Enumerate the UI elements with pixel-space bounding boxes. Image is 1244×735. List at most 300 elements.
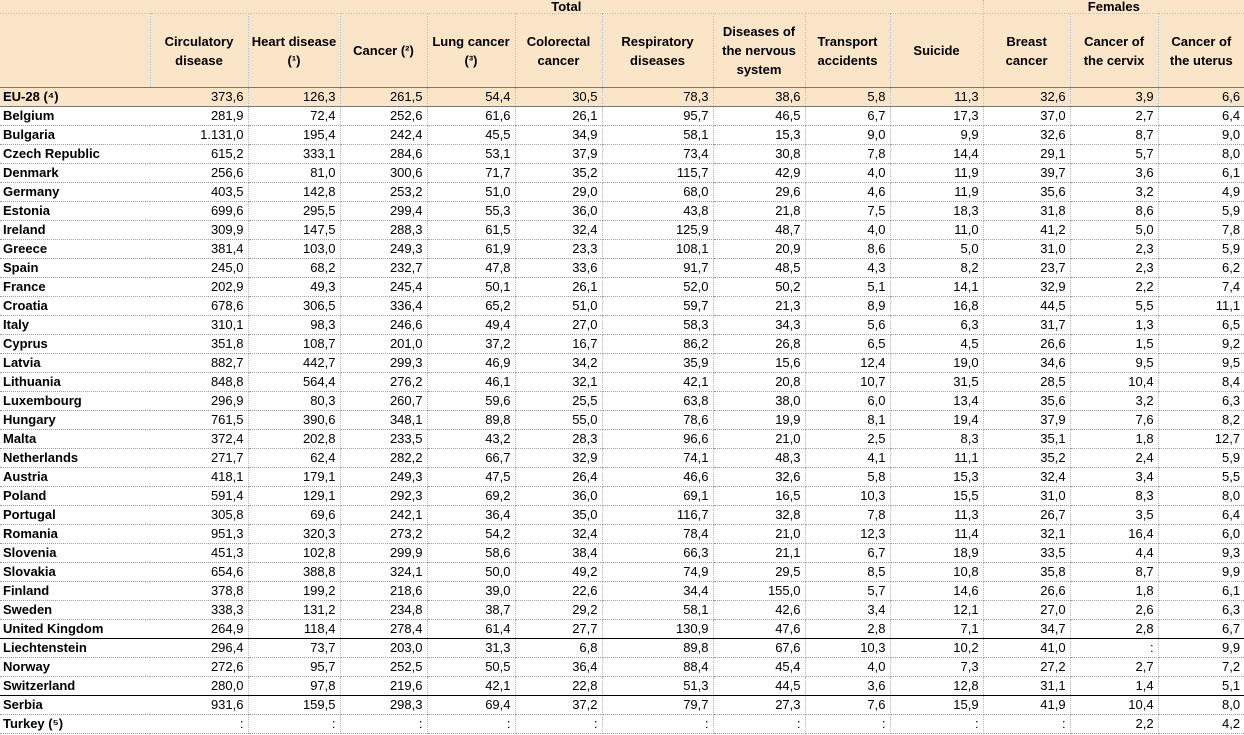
table-cell: 81,0 — [248, 164, 340, 183]
table-cell: 97,8 — [248, 677, 340, 696]
table-cell: 54,2 — [427, 525, 515, 544]
table-row — [0, 487, 1244, 506]
table-cell: 103,0 — [248, 240, 340, 259]
table-cell: 78,6 — [602, 411, 713, 430]
table-cell: 4,3 — [805, 259, 890, 278]
column-header-colorectal-cancer: Colorectal cancer — [515, 14, 602, 88]
table-cell: 9,5 — [1070, 354, 1158, 373]
table-cell: 69,4 — [427, 696, 515, 715]
table-row — [0, 582, 1244, 601]
table-cell: 74,9 — [602, 563, 713, 582]
table-cell: 273,2 — [340, 525, 427, 544]
table-cell: 324,1 — [340, 563, 427, 582]
table-row — [0, 373, 1244, 392]
table-cell: 59,7 — [602, 297, 713, 316]
table-cell: 34,4 — [602, 582, 713, 601]
table-cell: 45,5 — [427, 126, 515, 145]
table-cell: 95,7 — [248, 658, 340, 677]
table-cell: 27,2 — [983, 658, 1070, 677]
table-cell: 8,3 — [890, 430, 983, 449]
table-cell: 28,5 — [983, 373, 1070, 392]
table-cell: 86,2 — [602, 335, 713, 354]
table-cell: 26,4 — [515, 468, 602, 487]
table-cell: 32,4 — [515, 221, 602, 240]
table-cell: : — [713, 715, 805, 734]
table-cell: 2,3 — [1070, 259, 1158, 278]
country-name: Poland — [0, 487, 150, 506]
table-cell: 245,4 — [340, 278, 427, 297]
header-corner-top — [0, 0, 150, 14]
table-cell: 32,1 — [983, 525, 1070, 544]
table-cell: 98,3 — [248, 316, 340, 335]
table-cell: 31,1 — [983, 677, 1070, 696]
table-cell: 388,8 — [248, 563, 340, 582]
table-row — [0, 506, 1244, 525]
table-row — [0, 145, 1244, 164]
country-name: Slovakia — [0, 563, 150, 582]
table-row — [0, 620, 1244, 639]
table-cell: 7,8 — [805, 145, 890, 164]
table-cell: 6,5 — [805, 335, 890, 354]
table-cell: 69,6 — [248, 506, 340, 525]
column-header-uterus-cancer: Cancer of the uterus — [1158, 14, 1244, 88]
table-cell: 12,3 — [805, 525, 890, 544]
table-cell: 4,6 — [805, 183, 890, 202]
table-cell: 29,1 — [983, 145, 1070, 164]
table-cell: 126,3 — [248, 88, 340, 107]
table-cell: 202,8 — [248, 430, 340, 449]
table-cell: 249,3 — [340, 240, 427, 259]
table-cell: 38,7 — [427, 601, 515, 620]
table-cell: 27,0 — [983, 601, 1070, 620]
table-cell: 378,8 — [150, 582, 248, 601]
table-cell: 42,1 — [427, 677, 515, 696]
table-cell: 36,0 — [515, 487, 602, 506]
table-cell: 55,0 — [515, 411, 602, 430]
table-cell: 260,7 — [340, 392, 427, 411]
table-cell: 15,9 — [890, 696, 983, 715]
table-cell: 11,9 — [890, 183, 983, 202]
table-cell: 218,6 — [340, 582, 427, 601]
table-cell: 8,4 — [1158, 373, 1244, 392]
table-cell: 281,9 — [150, 107, 248, 126]
table-cell: 37,2 — [515, 696, 602, 715]
table-cell: 26,7 — [983, 506, 1070, 525]
table-cell: 74,1 — [602, 449, 713, 468]
table-cell: 3,5 — [1070, 506, 1158, 525]
country-name: Slovenia — [0, 544, 150, 563]
table-cell: 195,4 — [248, 126, 340, 145]
table-cell: 7,6 — [805, 696, 890, 715]
table-cell: 280,0 — [150, 677, 248, 696]
table-cell: 15,5 — [890, 487, 983, 506]
table-row — [0, 164, 1244, 183]
table-cell: 4,0 — [805, 658, 890, 677]
table-cell: 10,7 — [805, 373, 890, 392]
table-cell: 305,8 — [150, 506, 248, 525]
table-cell: 8,7 — [1070, 563, 1158, 582]
table-cell: 219,6 — [340, 677, 427, 696]
table-cell: 50,0 — [427, 563, 515, 582]
table-cell: 54,4 — [427, 88, 515, 107]
country-name: Latvia — [0, 354, 150, 373]
table-cell: 47,6 — [713, 620, 805, 639]
table-cell: 3,4 — [805, 601, 890, 620]
table-cell: 6,3 — [1158, 601, 1244, 620]
table-cell: 37,9 — [515, 145, 602, 164]
table-cell: 5,5 — [1158, 468, 1244, 487]
table-cell: 5,0 — [1070, 221, 1158, 240]
table-cell: 10,2 — [890, 639, 983, 658]
table-cell: 48,3 — [713, 449, 805, 468]
table-cell: 49,4 — [427, 316, 515, 335]
table-cell: 16,5 — [713, 487, 805, 506]
table-cell: 130,9 — [602, 620, 713, 639]
table-cell: 31,5 — [890, 373, 983, 392]
table-cell: 11,9 — [890, 164, 983, 183]
country-name: France — [0, 278, 150, 297]
column-header-heart-disease: Heart disease (¹) — [248, 14, 340, 88]
table-cell: 116,7 — [602, 506, 713, 525]
table-cell: 88,4 — [602, 658, 713, 677]
table-cell: 5,9 — [1158, 449, 1244, 468]
table-cell: 951,3 — [150, 525, 248, 544]
table-row — [0, 335, 1244, 354]
country-name: Bulgaria — [0, 126, 150, 145]
table-cell: 3,2 — [1070, 392, 1158, 411]
table-cell: 16,4 — [1070, 525, 1158, 544]
table-cell: 32,1 — [515, 373, 602, 392]
table-cell: 48,7 — [713, 221, 805, 240]
table-cell: 10,8 — [890, 563, 983, 582]
table-cell: 52,0 — [602, 278, 713, 297]
table-cell: 10,4 — [1070, 696, 1158, 715]
table-cell: 14,1 — [890, 278, 983, 297]
table-cell: 8,3 — [1070, 487, 1158, 506]
table-cell: 63,8 — [602, 392, 713, 411]
table-cell: 42,1 — [602, 373, 713, 392]
table-cell: 29,5 — [713, 563, 805, 582]
table-cell: 232,7 — [340, 259, 427, 278]
table-cell: 35,9 — [602, 354, 713, 373]
table-row — [0, 240, 1244, 259]
table-cell: 38,4 — [515, 544, 602, 563]
table-cell: 1,8 — [1070, 430, 1158, 449]
table-cell: 58,6 — [427, 544, 515, 563]
table-cell: 4,1 — [805, 449, 890, 468]
table-row — [0, 601, 1244, 620]
table-cell: 8,5 — [805, 563, 890, 582]
table-cell: 256,6 — [150, 164, 248, 183]
table-cell: 37,0 — [983, 107, 1070, 126]
table-cell: 48,5 — [713, 259, 805, 278]
table-cell: 418,1 — [150, 468, 248, 487]
country-name: Ireland — [0, 221, 150, 240]
table-cell: 4,4 — [1070, 544, 1158, 563]
table-cell: 15,6 — [713, 354, 805, 373]
table-cell: 1,8 — [1070, 582, 1158, 601]
table-cell: 29,0 — [515, 183, 602, 202]
table-cell: 7,4 — [1158, 278, 1244, 297]
table-cell: 6,4 — [1158, 506, 1244, 525]
table-cell: 6,4 — [1158, 107, 1244, 126]
table-cell: 41,2 — [983, 221, 1070, 240]
table-cell: 245,0 — [150, 259, 248, 278]
table-row — [0, 297, 1244, 316]
table-cell: 1,3 — [1070, 316, 1158, 335]
table-cell: 159,5 — [248, 696, 340, 715]
table-cell: 8,6 — [1070, 202, 1158, 221]
table-cell: 678,6 — [150, 297, 248, 316]
table-cell: 155,0 — [713, 582, 805, 601]
table-cell: 5,9 — [1158, 240, 1244, 259]
table-cell: 4,0 — [805, 221, 890, 240]
table-cell: 12,4 — [805, 354, 890, 373]
table-cell: 41,0 — [983, 639, 1070, 658]
table-cell: 6,7 — [805, 544, 890, 563]
table-cell: 28,3 — [515, 430, 602, 449]
table-cell: 6,0 — [1158, 525, 1244, 544]
table-cell: 8,7 — [1070, 126, 1158, 145]
country-name: Czech Republic — [0, 145, 150, 164]
table-cell: 6,1 — [1158, 582, 1244, 601]
table-cell: 73,7 — [248, 639, 340, 658]
table-row — [0, 316, 1244, 335]
table-row — [0, 468, 1244, 487]
table-cell: 129,1 — [248, 487, 340, 506]
table-cell: 108,7 — [248, 335, 340, 354]
table-cell: 7,5 — [805, 202, 890, 221]
table-cell: 102,8 — [248, 544, 340, 563]
table-cell: 26,1 — [515, 107, 602, 126]
table-cell: 9,5 — [1158, 354, 1244, 373]
table-cell: 58,3 — [602, 316, 713, 335]
table-cell: 17,3 — [890, 107, 983, 126]
table-cell: 2,7 — [1070, 658, 1158, 677]
country-name: Sweden — [0, 601, 150, 620]
table-cell: 38,6 — [713, 88, 805, 107]
column-header-transport-accidents: Transport accidents — [805, 14, 890, 88]
table-cell: 4,5 — [890, 335, 983, 354]
table-cell: 5,6 — [805, 316, 890, 335]
table-cell: 19,4 — [890, 411, 983, 430]
table-cell: 7,1 — [890, 620, 983, 639]
table-cell: 21,8 — [713, 202, 805, 221]
table-cell: 31,8 — [983, 202, 1070, 221]
table-cell: 11,3 — [890, 506, 983, 525]
column-header-respiratory-diseases: Respiratory diseases — [602, 14, 713, 88]
table-cell: 89,8 — [427, 411, 515, 430]
table-cell: 34,2 — [515, 354, 602, 373]
table-row — [0, 354, 1244, 373]
table-cell: 333,1 — [248, 145, 340, 164]
country-name: Denmark — [0, 164, 150, 183]
table-cell: 39,0 — [427, 582, 515, 601]
table-cell: 300,6 — [340, 164, 427, 183]
table-cell: 36,4 — [515, 658, 602, 677]
table-cell: 5,5 — [1070, 297, 1158, 316]
table-cell: 32,9 — [515, 449, 602, 468]
country-name: Austria — [0, 468, 150, 487]
table-cell: 49,2 — [515, 563, 602, 582]
table-cell: 1,5 — [1070, 335, 1158, 354]
table-cell: 5,8 — [805, 468, 890, 487]
table-cell: 233,5 — [340, 430, 427, 449]
table-cell: 58,1 — [602, 601, 713, 620]
country-name: Greece — [0, 240, 150, 259]
table-cell: 22,6 — [515, 582, 602, 601]
table-cell: 7,2 — [1158, 658, 1244, 677]
table-cell: 3,6 — [1070, 164, 1158, 183]
table-cell: 131,2 — [248, 601, 340, 620]
table-cell: 403,5 — [150, 183, 248, 202]
table-cell: : — [150, 715, 248, 734]
table-cell: 296,9 — [150, 392, 248, 411]
table-cell: 34,3 — [713, 316, 805, 335]
country-name: Italy — [0, 316, 150, 335]
table-row — [0, 107, 1244, 126]
table-cell: 8,1 — [805, 411, 890, 430]
table-cell: 288,3 — [340, 221, 427, 240]
table-cell: 20,9 — [713, 240, 805, 259]
table-cell: 179,1 — [248, 468, 340, 487]
table-cell: 373,6 — [150, 88, 248, 107]
table-cell: 272,6 — [150, 658, 248, 677]
table-row — [0, 221, 1244, 240]
table-row — [0, 202, 1244, 221]
table-cell: 295,5 — [248, 202, 340, 221]
table-cell: 125,9 — [602, 221, 713, 240]
table-cell: 6,5 — [1158, 316, 1244, 335]
table-row — [0, 563, 1244, 582]
table-cell: 37,2 — [427, 335, 515, 354]
table-cell: 2,7 — [1070, 107, 1158, 126]
group-header-females: Females — [983, 0, 1244, 14]
table-cell: 46,1 — [427, 373, 515, 392]
table-cell: 15,3 — [713, 126, 805, 145]
table-cell: 309,9 — [150, 221, 248, 240]
table-cell: 442,7 — [248, 354, 340, 373]
table-cell: 2,3 — [1070, 240, 1158, 259]
table-cell: 8,2 — [1158, 411, 1244, 430]
table-cell: 68,2 — [248, 259, 340, 278]
table-cell: 80,3 — [248, 392, 340, 411]
table-cell: 246,6 — [340, 316, 427, 335]
country-name: Turkey (⁵) — [0, 715, 150, 734]
country-name: Finland — [0, 582, 150, 601]
header-corner — [0, 14, 150, 88]
country-name: Luxembourg — [0, 392, 150, 411]
table-cell: 306,5 — [248, 297, 340, 316]
table-cell: 95,7 — [602, 107, 713, 126]
table-row — [0, 430, 1244, 449]
table-cell: 22,8 — [515, 677, 602, 696]
table-cell: 35,1 — [983, 430, 1070, 449]
country-name: Lithuania — [0, 373, 150, 392]
table-cell: 51,3 — [602, 677, 713, 696]
column-header-suicide: Suicide — [890, 14, 983, 88]
table-cell: 591,4 — [150, 487, 248, 506]
table-cell: 32,9 — [983, 278, 1070, 297]
table-cell: 62,4 — [248, 449, 340, 468]
table-cell: 26,1 — [515, 278, 602, 297]
table-cell: 252,5 — [340, 658, 427, 677]
table-cell: 37,9 — [983, 411, 1070, 430]
table-cell: 11,4 — [890, 525, 983, 544]
table-cell: 19,0 — [890, 354, 983, 373]
table-cell: 35,2 — [983, 449, 1070, 468]
column-header-lung-cancer: Lung cancer (³) — [427, 14, 515, 88]
table-cell: 35,2 — [515, 164, 602, 183]
table-cell: 264,9 — [150, 620, 248, 639]
table-row — [0, 126, 1244, 145]
table-cell: 50,5 — [427, 658, 515, 677]
table-cell: 31,7 — [983, 316, 1070, 335]
column-header-nervous-system: Diseases of the nervous system — [713, 14, 805, 88]
table-cell: 46,5 — [713, 107, 805, 126]
table-cell: 73,4 — [602, 145, 713, 164]
table-cell: 78,3 — [602, 88, 713, 107]
table-cell: 390,6 — [248, 411, 340, 430]
table-cell: 299,3 — [340, 354, 427, 373]
table-cell: 381,4 — [150, 240, 248, 259]
table-cell: 2,8 — [1070, 620, 1158, 639]
table-cell: 91,7 — [602, 259, 713, 278]
table-cell: 14,6 — [890, 582, 983, 601]
table-cell: 3,9 — [1070, 88, 1158, 107]
table-cell: 21,0 — [713, 430, 805, 449]
table-cell: 7,8 — [805, 506, 890, 525]
table-cell: 35,6 — [983, 392, 1070, 411]
table-cell: 6,6 — [1158, 88, 1244, 107]
table-cell: 51,0 — [427, 183, 515, 202]
table-cell: 9,9 — [1158, 639, 1244, 658]
table-row — [0, 88, 1244, 107]
table-cell: 69,2 — [427, 487, 515, 506]
table-cell: 278,4 — [340, 620, 427, 639]
table-row — [0, 677, 1244, 696]
table-cell: : — [248, 715, 340, 734]
table-cell: 25,5 — [515, 392, 602, 411]
table-cell: 202,9 — [150, 278, 248, 297]
table-cell: 32,6 — [713, 468, 805, 487]
table-cell: 46,6 — [602, 468, 713, 487]
table-cell: 66,7 — [427, 449, 515, 468]
country-name: Hungary — [0, 411, 150, 430]
table-cell: 41,9 — [983, 696, 1070, 715]
table-cell: 115,7 — [602, 164, 713, 183]
table-cell: 26,8 — [713, 335, 805, 354]
table-cell: 249,3 — [340, 468, 427, 487]
table-cell: 38,0 — [713, 392, 805, 411]
table-cell: 51,0 — [515, 297, 602, 316]
table-cell: 9,3 — [1158, 544, 1244, 563]
table-cell: 61,9 — [427, 240, 515, 259]
table-cell: 147,5 — [248, 221, 340, 240]
column-header-circulatory-disease: Circulatory disease — [150, 14, 248, 88]
table-cell: 372,4 — [150, 430, 248, 449]
table-cell: 35,0 — [515, 506, 602, 525]
table-cell: 47,5 — [427, 468, 515, 487]
table-cell: 45,4 — [713, 658, 805, 677]
table-cell: 118,4 — [248, 620, 340, 639]
table-cell: 36,4 — [427, 506, 515, 525]
table-cell: 23,3 — [515, 240, 602, 259]
table-header — [0, 0, 1244, 88]
country-name: Liechtenstein — [0, 639, 150, 658]
table-cell: 6,8 — [515, 639, 602, 658]
table-cell: 29,6 — [713, 183, 805, 202]
